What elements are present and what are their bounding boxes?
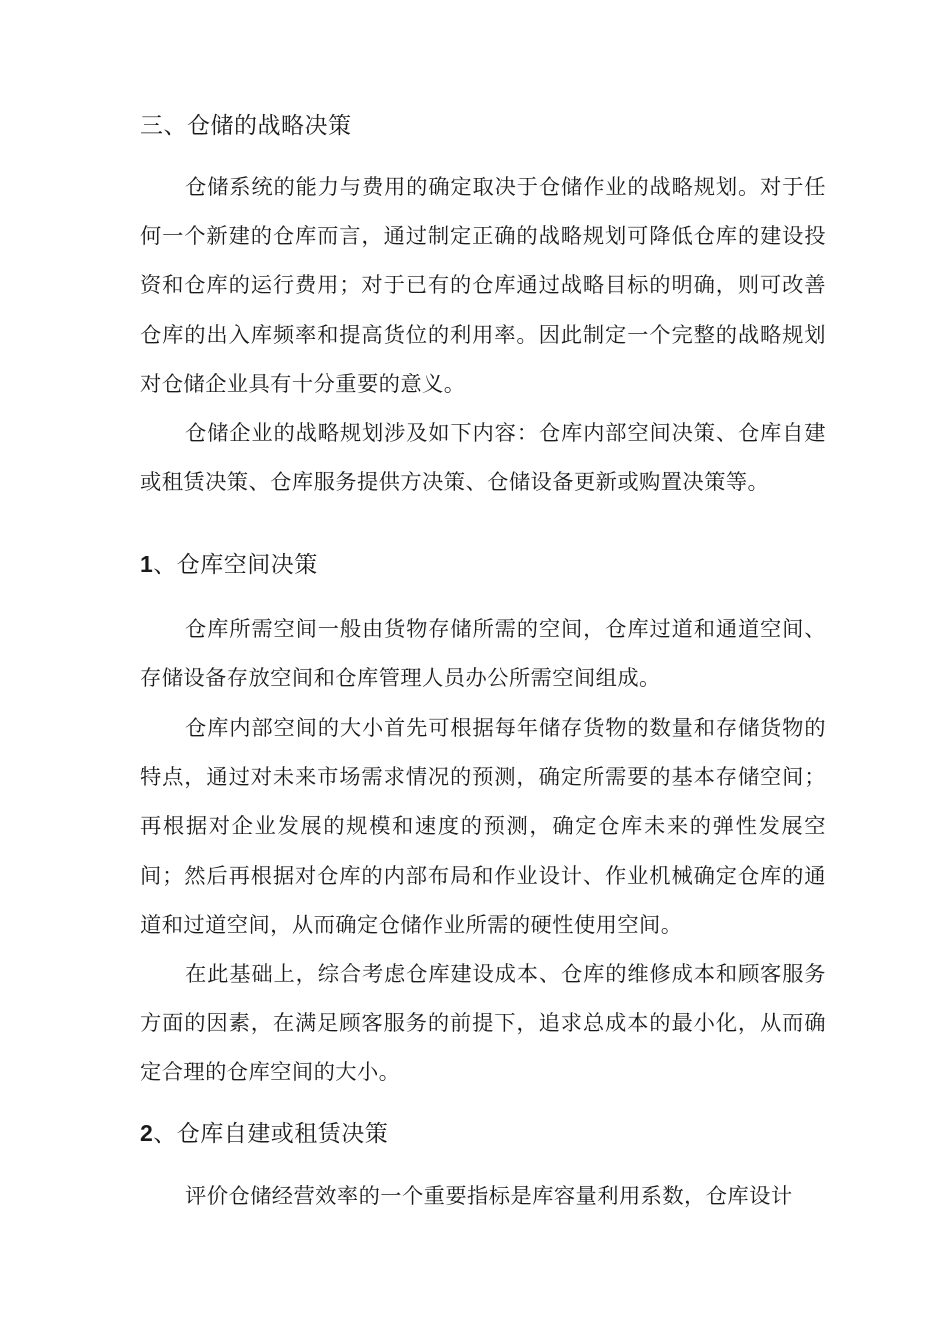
subsection-1-paragraph-3: 在此基础上，综合考虑仓库建设成本、仓库的维修成本和顾客服务方面的因素，在满足顾客服务的前提下，追求总成本的最小化，从而确定合理的仓库空间的大小。 <box>140 962 826 1086</box>
subsection-1-heading <box>140 549 318 580</box>
subsection-1-title: 、仓库空间决策 <box>153 552 318 578</box>
subsection-2-paragraph-1: 评价仓储经营效率的一个重要指标是库容量利用系数，仓库设计 <box>185 1184 793 1209</box>
intro-paragraph-2: 仓储企业的战略规划涉及如下内容：仓库内部空间决策、仓库自建或租赁决策、仓库服务提供方决策、仓储设备更新或购置决策等。 <box>140 421 826 496</box>
subsection-1-paragraph-2: 仓库内部空间的大小首先可根据每年储存货物的数量和存储货物的特点，通过对未来市场需求情况的预测，确定所需要的基本存储空间；再根据对企业发展的规模和速度的预测，确定仓库未来的弹性发展空间；然后再根据对仓库的内部布局和作业设计、作业机械确定仓库的通道和过道空间，从而确定仓储作业所需的硬性使用空间。 <box>140 716 826 938</box>
subsection-2-title: 、仓库自建或租赁决策 <box>153 1121 389 1147</box>
subsection-1-number: 1 <box>140 551 154 577</box>
subsection-2-number: 2 <box>140 1120 154 1146</box>
subsection-1-paragraph-1: 仓库所需空间一般由货物存储所需的空间，仓库过道和通道空间、存储设备存放空间和仓库管理人员办公所需空间组成。 <box>140 617 826 692</box>
section-title: 三、仓储的战略决策 <box>140 113 352 139</box>
intro-paragraph-1: 仓储系统的能力与费用的确定取决于仓储作业的战略规划。对于任何一个新建的仓库而言，通过制定正确的战略规划可降低仓库的建设投资和仓库的运行费用；对于已有的仓库通过战略目标的明确，则可改善仓库的出入库频率和提高货位的利用率。因此制定一个完整的战略规划对仓储企业具有十分重要的意义。 <box>140 175 826 397</box>
subsection-2-heading <box>140 1118 388 1149</box>
